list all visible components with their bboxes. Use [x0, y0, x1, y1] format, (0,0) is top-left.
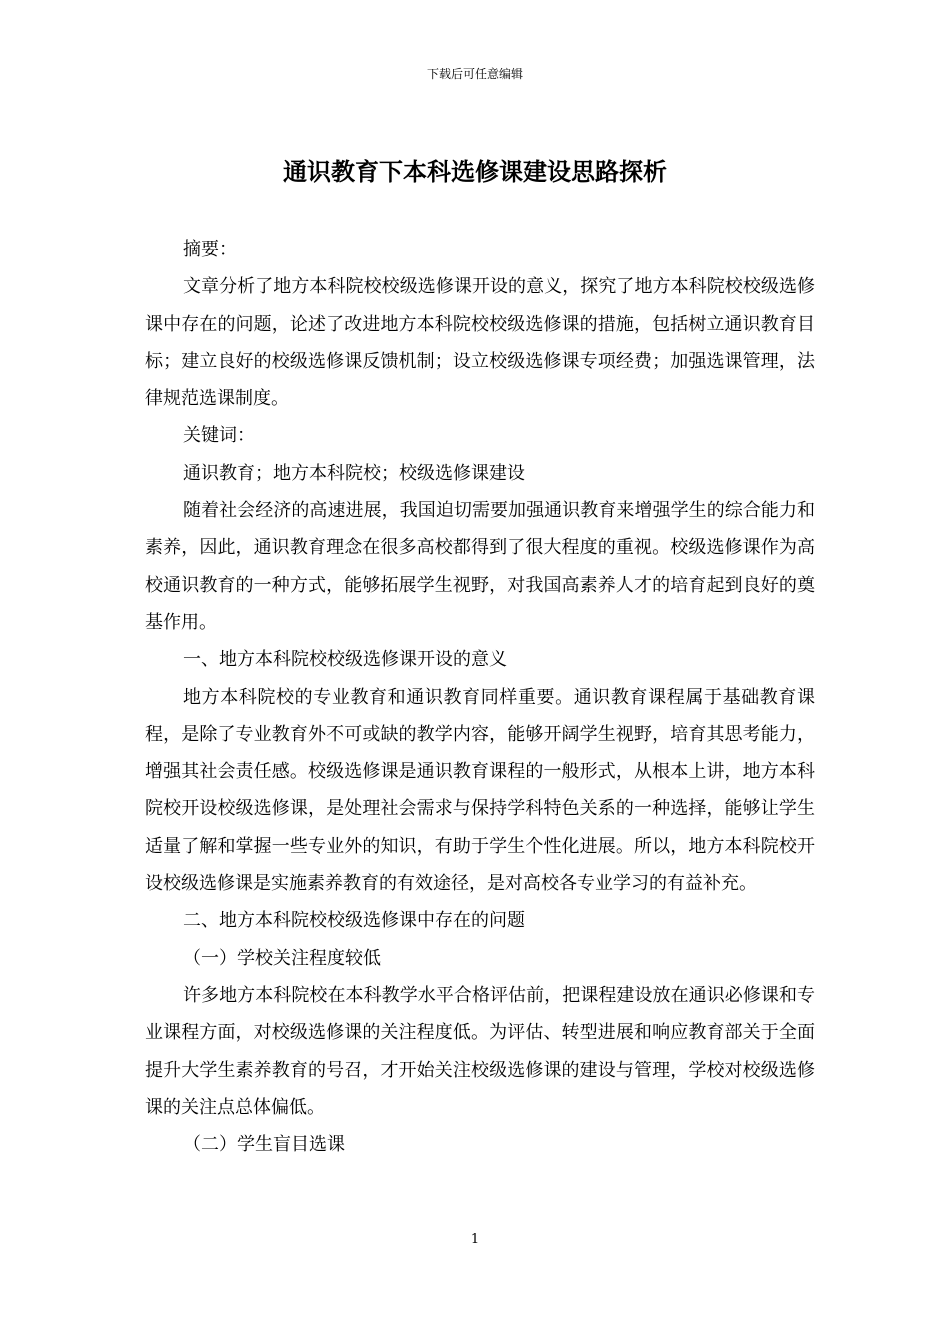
header-note: 下载后可任意编辑: [426, 67, 523, 81]
intro-paragraph: 随着社会经济的高速进展，我国迫切需要加强通识教育来增强学生的综合能力和素养，因此，通识教育理念在很多高校都得到了很大程度的重视。校级选修课作为高校通识教育的一种方式，能够拓展学生视野，对我国高素养人才的培育起到良好的奠基作用。: [145, 500, 815, 633]
section-heading-1: 一、地方本科院校校级选修课开设的意义: [183, 649, 507, 671]
section-1-paragraph: 地方本科院校的专业教育和通识教育同样重要。通识教育课程属于基础教育课程，是除了专业教育外不可或缺的教学内容，能够开阔学生视野，培育其思考能力，增强其社会责任感。校级选修课是通识教育课程的一般形式，从根本上讲，地方本科院校开设校级选修课，是处理社会需求与保持学科特色关系的一种选择，能够让学生适量了解和掌握一些专业外的知识，有助于学生个性化进展。所以，地方本科院校开设校级选修课是实施素养教育的有效途径，是对高校各专业学习的有益补充。: [145, 686, 815, 895]
abstract-label: 摘要：: [183, 239, 237, 260]
keywords-label: 关键词：: [183, 425, 255, 447]
section-heading-2: 二、地方本科院校校级选修课中存在的问题: [183, 910, 525, 932]
page-number: 1: [470, 1232, 480, 1247]
keywords-text: 通识教育；地方本科院校；校级选修课建设: [183, 462, 525, 484]
abstract-text: 文章分析了地方本科院校校级选修课开设的意义，探究了地方本科院校校级选修课中存在的问题，论述了改进地方本科院校校级选修课的措施，包括树立通识教育目标；建立良好的校级选修课反馈机制；设立校级选修课专项经费；加强选课管理，法律规范选课制度。: [145, 276, 815, 410]
subsection-heading-2-1: （一）学校关注程度较低: [183, 947, 381, 969]
subsection-2-1-paragraph: 许多地方本科院校在本科教学水平合格评估前，把课程建设放在通识必修课和专业课程方面，对校级选修课的关注程度低。为评估、转型进展和响应教育部关于全面提升大学生素养教育的号召，才开始关注校级选修课的建设与管理，学校对校级选修课的关注点总体偏低。: [145, 984, 815, 1118]
document-title: 通识教育下本科选修课建设思路探析: [283, 157, 667, 186]
subsection-heading-2-2: （二）学生盲目选课: [183, 1134, 345, 1156]
document-body: [145, 231, 815, 1163]
